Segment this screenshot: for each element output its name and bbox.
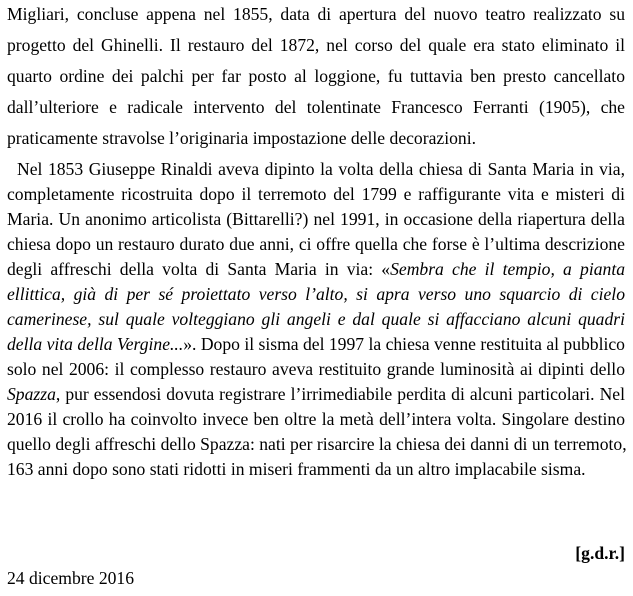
quote-italic: della vita della Vergine...	[7, 334, 184, 354]
text-line: 163 anni dopo sono stati ridotti in miseri frammenti da un altro implacabile sisma.	[7, 459, 586, 479]
text-line: progetto del Ghinelli. Il restauro del 1872, nel corso del quale era stato eliminato il	[7, 35, 625, 55]
text-line: quello degli affreschi dello Spazza: nati per risarcire la chiesa dei danni di un terremoto,	[7, 434, 627, 454]
publication-date: 24 dicembre 2016	[7, 568, 135, 588]
text-line	[7, 307, 625, 331]
text-line	[7, 282, 625, 306]
text-line: Nel 1853 Giuseppe Rinaldi aveva dipinto la volta della chiesa di Santa Maria in via,	[17, 159, 625, 179]
text-line: 2016 il crollo ha coinvolto invece ben oltre la metà dell’intera volta. Singolare destino	[7, 409, 625, 429]
name-italic: Spazza	[7, 384, 56, 404]
quote-italic: ellittica, già di per sé proiettato verso l’alto, si apra verso uno squarcio di cielo	[7, 284, 625, 304]
text-line: dall’ulteriore e radicale intervento del tolentinate Francesco Ferranti (1905), che	[7, 97, 625, 117]
text-line: quarto ordine dei palchi per far posto al loggione, fu tuttavia ben presto cancellato	[7, 66, 625, 86]
text-segment: , pur essendosi dovuta registrare l’irrimediabile perdita di alcuni particolari. Nel	[55, 384, 625, 404]
text-line: Maria. Un anonimo articolista (Bittarelli?) nel 1991, in occasione della riapertura della	[7, 209, 625, 229]
text-line: solo nel 2006: il complesso restauro aveva restituito grande luminosità ai dipinti dello	[7, 359, 625, 379]
quote-italic: Sembra che il tempio, a pianta	[390, 259, 626, 279]
quote-italic: camerinese, sul quale volteggiano gli angeli e dal quale si affacciano alcuni quadri	[7, 309, 625, 329]
text-segment: degli affreschi della volta di Santa Maria in via: «	[7, 259, 391, 279]
text-line	[7, 257, 625, 281]
text-line: Migliari, concluse appena nel 1855, data di apertura del nuovo teatro realizzato su	[7, 4, 625, 24]
text-line: completamente ricostruita dopo il terremoto del 1799 e raffigurante vita e misteri di	[7, 184, 625, 204]
text-line	[7, 382, 625, 406]
text-line	[7, 332, 625, 356]
text-segment: ». Dopo il sisma del 1997 la chiesa venne restituita al pubblico	[183, 334, 625, 354]
text-line: chiesa dopo un restauro durato due anni, ci offre quella che forse è l’ultima descrizione	[7, 234, 625, 254]
text-line: praticamente stravolse l’originaria impostazione delle decorazioni.	[7, 128, 476, 148]
author-signature: [g.d.r.]	[575, 543, 625, 563]
